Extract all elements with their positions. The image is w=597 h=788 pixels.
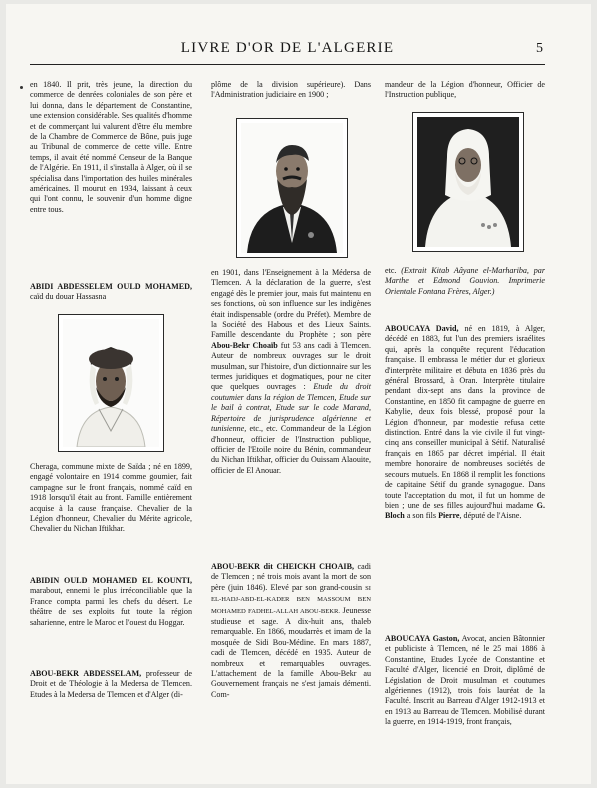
- works-list: Etude du droit coutumier dans la région de Tlemcen, Etude sur le bail à contrat, Etude sur le code Marand, Répertoire de jurisprudence algérienne et tunisienne,: [211, 382, 371, 434]
- entry-text: mandeur de la Légion d'honneur, Officier de l'Instruction publique,: [385, 80, 545, 100]
- entry-name: ABOU-BEKR ABDESSELAM,: [30, 669, 142, 678]
- entry-abidi-body: [30, 462, 192, 535]
- entry-abou-bekr-abdesselam-cont: [211, 268, 371, 476]
- entry-text: en 1840. Il prit, très jeune, la direction du commerce de denrées coloniales de son père et lui donna, dans le département de Constantine, une extension considérable. Ses qualités d'homme et de commerçant lui valurent d'être élu membre de la Chambre de Commerce de Bône, puis juge au Tribunal de commerce de cette ville. Entre temps, il avait été nommé Censeur de la Banque de l'Algérie. En 1911, il s'installa à Alger, où il se spécialisa dans l'importation des huiles minérales américaines. Il mourut en 1934, laissant à ceux qui l'ont connu, le souvenir d'un homme digne entre tous.: [30, 80, 192, 214]
- person-name: Pierre: [438, 511, 460, 521]
- header-rule: [30, 64, 545, 65]
- person-name-caps: SI EL-HADJ-ABD-EL-KADER BEN MASSOUM BEN MOHAMED FADHEL-ALLAH ABOU-BEKR.: [211, 584, 371, 615]
- entry-aboucaya-david: [385, 324, 545, 522]
- entry-text: professeur de Droit et de Théologie à la Medersa de Tlemcen. Etudes à la Medersa de Tlemcen et d'Alger (di-: [30, 669, 192, 699]
- page-header: [30, 38, 545, 62]
- entry-aboucaya-gaston: [385, 634, 545, 728]
- entry-text: fut 53 ans cadi à Tlemcen. Auteur de nombreux ouvrages sur le droit musulman, sur l'histoire, d'un dictionnaire sur les termes juridiques et dogmatiques, pour ne citer que quelques ouvrages :: [211, 340, 371, 392]
- portrait-photo-abou-bekr: [236, 118, 348, 258]
- page-number: 5: [536, 41, 543, 56]
- portrait-photo-choaib: [412, 112, 524, 252]
- entry-text: Cheraga, commune mixte de Saïda ; né en 1899, engagé volontaire en 1914 comme goumier, fait campagne sur le front français, nommé caïd en 1918 lorsqu'il était au front. Famille entièrement acquise à la cause française. Chevalier de la Légion d'honneur, Chevalier du Mérite agricole, Chevalier du Nichan Iftikhar.: [30, 462, 192, 534]
- portrait-bearded-man-image: [241, 123, 343, 253]
- portrait-turbaned-man-image: [63, 319, 159, 447]
- entry-text: marabout, ennemi le plus irréconciliable que la France compta parmi les chefs du désert. Le théâtre de ses exploits fut toute la région saharienne, entre le Maroc et l'ouest du Hoggar.: [30, 586, 192, 627]
- entry-text: en 1901, dans l'Enseignement à la Médersa de Tlemcen. A la déclaration de la guerre, s'est engagé dès le premier jour, mais fut maintenu en ses fonctions, où son influence sur les indigènes était indispensable (ordre du Préfet). Membre de la Société des Habous et des Lieux Saints. Famille descendante du Prophète ; son père: [211, 268, 371, 340]
- portrait-photo-abidi: [58, 314, 164, 452]
- entry-text: Jeunesse studieuse et sage. A dix-huit ans, thaleb remarquable. En 1866, moudarrès et imam de la mosquée de Sidi Bou-Médine. En mars 1887, cadi de Tlemcen, décédé en 1935. Auteur de nombreux et remarquables ouvrages. L'attachement de la famille Abou-Bekr au Gouvernement français ne s'est jamais démenti. Com-: [211, 605, 372, 699]
- column-1-continuation: [30, 80, 192, 215]
- person-name: G. Bloch: [385, 500, 545, 521]
- entry-name: ABOU-BEKR dit CHEICKH CHOAIB,: [211, 562, 354, 571]
- column-2-continuation: [211, 80, 371, 101]
- entry-name: ABIDI ABDESSELEM OULD MOHAMED,: [30, 282, 192, 291]
- entry-abidin: [30, 576, 192, 628]
- citation-text: (Extrait Kitab Aâyane el-Marhariba, par Marthe et Edmond Gouvion. Imprimerie Orientale Fontana Frères, Alger.): [385, 266, 545, 296]
- entry-text: Avocat, ancien Bâtonnier et publiciste à Tlemcen, né le 25 mai 1886 à Constantine, Etudes Lycée de Constantine et Faculté d'Alger, licencié en Droit, diplômé de Législation de Droit musulman et coutumes algériennes (1912), trois fois lauréat de la Faculté. Inscrit au Barreau d'Alger 1912-1913 et en 1913 au Barreau de Tlemcen. Mobilisé durant la guerre, en 1914-1919, front français,: [385, 634, 545, 727]
- portrait-robed-elder-image: [417, 117, 519, 247]
- entry-text: plôme de la division supérieure). Dans l'Administration judiciaire en 1900 ;: [211, 80, 371, 100]
- entry-text: né en 1819, à Alger, décédé en 1883, fut l'un des premiers israélites qui, après la conquête reçurent l'éducation française. Il embrassa le métier dur et glorieux d'interprète militaire et débuta en 1836 près du général Brossard, à Oran. Interprète titulaire pendant dix-sept ans dans la province de Constantine, en 1850 fit campagne de guerre en Kabylie, deux fois blessé, proposé pour la Légion d'honneur, par modestie refusa cette distinction. Entré dans la vie civile il fut vingt-cinq ans conseiller municipal à Sétif. Naturalisé français en 1865 par décret impérial. Il était membre honoraire de nombreuses sociétés de secours mutuels. En 1868 il remplit les fonctions de capitaine Sétif du grande synagogue. Dans toute l'acceptation du mot, il fut un homme de bien ; une de ses filles aujourd'hui madame: [385, 324, 545, 510]
- entry-text: etc.: [385, 266, 402, 275]
- column-3-continuation: [385, 80, 545, 101]
- entry-name: ABOUCAYA David,: [385, 324, 459, 333]
- entry-text: etc., etc. Commandeur de la Légion d'honneur, officier de l'Instruction publique, officier de l'Etoile noire du Bénin, commandeur du Nichan Iftikhar, officier du Ouissam Alaouite, officier de El Anouar.: [211, 424, 371, 475]
- entry-abou-bekr-abdesselam: [30, 669, 192, 700]
- entry-text: caïd du douar Hassasna: [30, 292, 107, 302]
- entry-text: , député de l'Aisne.: [459, 511, 522, 521]
- margin-mark: [20, 86, 23, 89]
- entry-text: cadi de Tlemcen ; né trois mois avant la mort de son père (juin 1846). Elevé par son grand-cousin: [211, 562, 371, 592]
- entry-abou-bekr-choaib: [211, 562, 371, 700]
- entry-name: ABOUCAYA Gaston,: [385, 634, 460, 643]
- entry-abidi-head: [30, 282, 192, 303]
- entry-text: a son fils: [404, 511, 439, 521]
- citation-block: [385, 266, 545, 297]
- person-name: Abou-Bekr Choaïb: [211, 340, 278, 350]
- entry-name: ABIDIN OULD MOHAMED EL KOUNTI,: [30, 576, 192, 585]
- page-title: LIVRE D'OR DE L'ALGERIE: [180, 40, 395, 56]
